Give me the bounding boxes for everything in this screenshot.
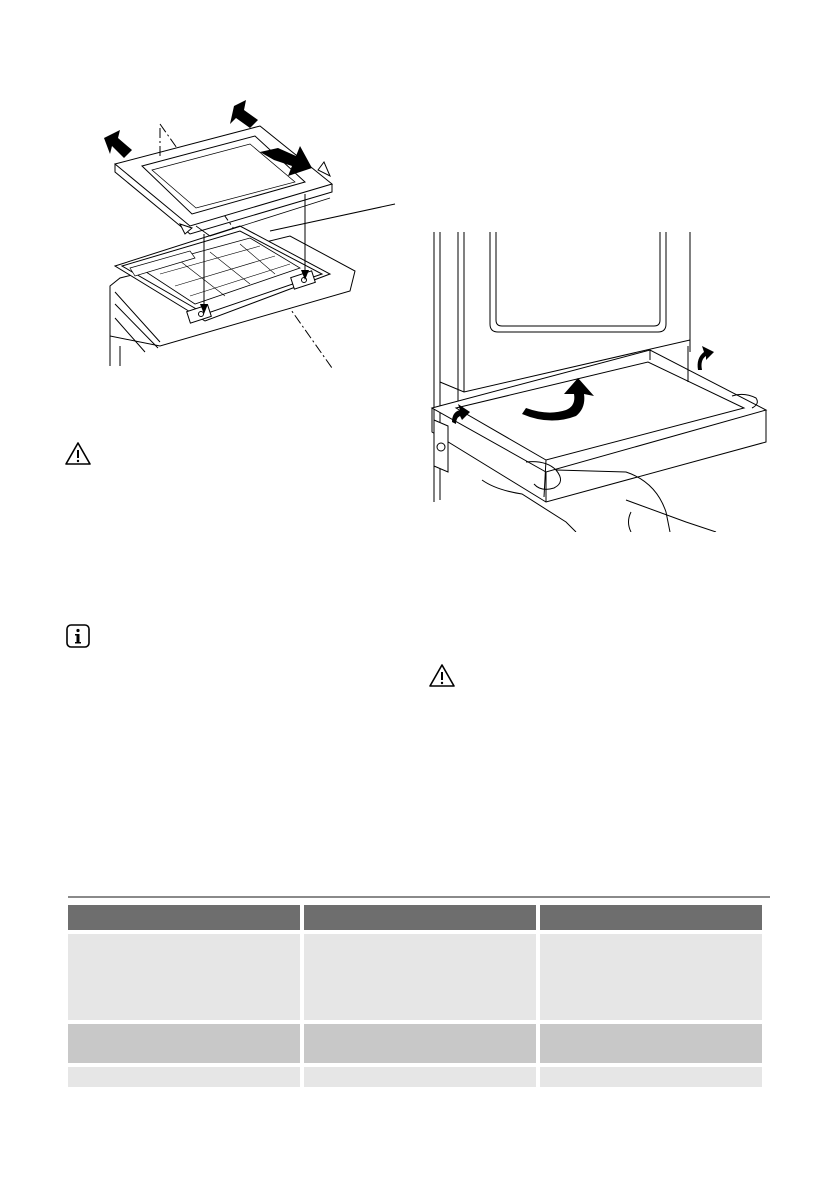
info-box-icon — [64, 622, 92, 650]
table-cell — [540, 930, 762, 1020]
door-glass-panels-illustration — [100, 96, 400, 368]
table-cell — [68, 1020, 300, 1063]
section-divider — [68, 896, 770, 898]
table-cell — [540, 1020, 762, 1063]
table-row — [68, 930, 762, 1020]
table-header-cell — [68, 905, 300, 930]
drawer-removal-illustration — [426, 232, 770, 532]
table-cell — [68, 1063, 300, 1087]
table-row — [68, 1063, 762, 1087]
table-cell — [304, 1063, 536, 1087]
table-header-cell — [540, 905, 762, 930]
table-cell — [540, 1063, 762, 1087]
table-header-row — [68, 905, 762, 930]
table-cell — [304, 930, 536, 1020]
warning-triangle-icon — [64, 440, 92, 468]
warning-triangle-icon — [428, 662, 456, 690]
table-header-cell — [304, 905, 536, 930]
table-cell — [304, 1020, 536, 1063]
table-cell — [68, 930, 300, 1020]
troubleshooting-table — [64, 905, 766, 1087]
table-row — [68, 1020, 762, 1063]
